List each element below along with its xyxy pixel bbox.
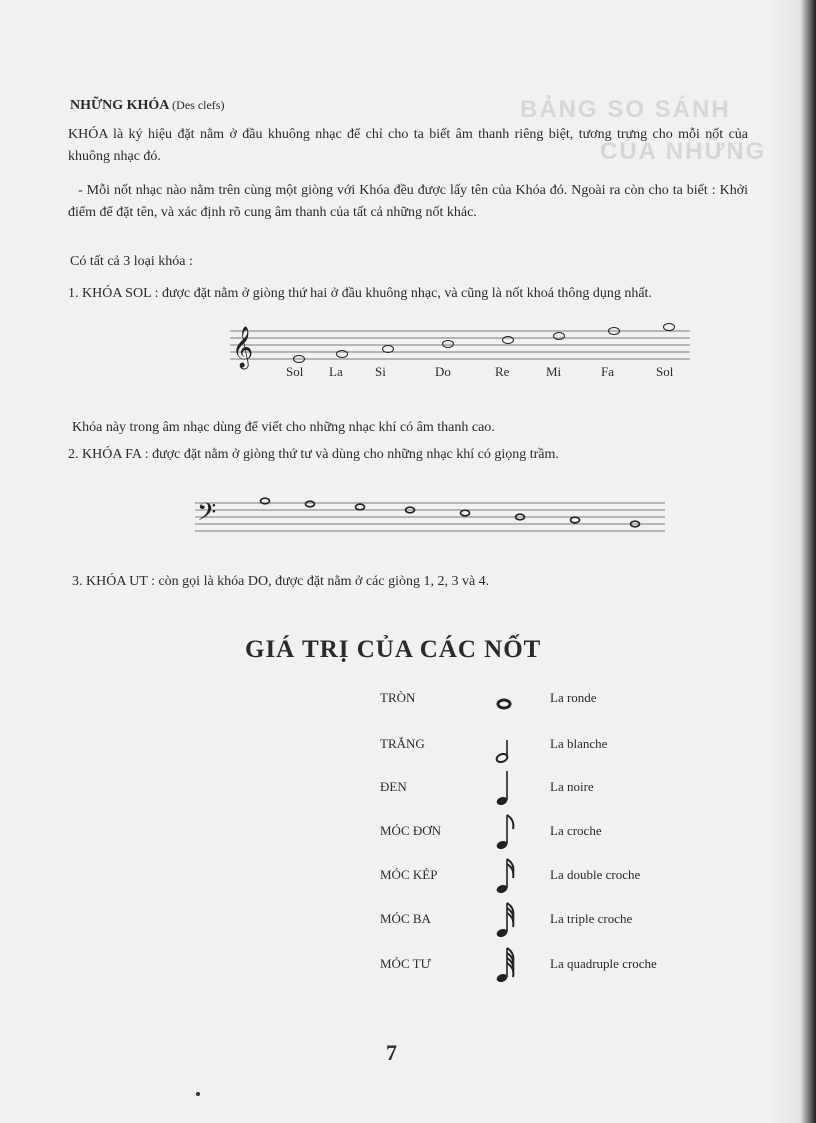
bleed-through-heading-2: CỦA NHỮNG — [600, 138, 767, 165]
treble-note-label: Re — [495, 364, 510, 379]
note-eighth-icon — [492, 809, 522, 857]
treble-note-label: Mi — [546, 364, 562, 379]
treble-note-head — [502, 336, 514, 344]
treble-note-head — [336, 350, 348, 358]
note-value-french-name: La croche — [550, 823, 602, 838]
note-value-french-name: La noire — [550, 779, 594, 794]
bass-note-head — [461, 510, 470, 516]
clefs-heading-title: NHỮNG KHÓA — [70, 98, 169, 113]
note-value-french-name: La blanche — [550, 736, 608, 751]
note-value-name: MÓC TƯ — [380, 956, 431, 971]
bass-note-head — [306, 501, 315, 507]
note-value-name: ĐEN — [380, 779, 407, 794]
treble-note-head — [553, 332, 565, 340]
note-quarter-icon — [492, 765, 522, 813]
bass-note-head — [571, 517, 580, 523]
paragraph-treble-use: Khóa này trong âm nhạc dùng để viết cho những nhạc khí có âm thanh cao. — [72, 420, 495, 435]
note-values-title: GIÁ TRỊ CỦA CÁC NỐT — [245, 636, 542, 663]
note-value-french-name: La quadruple croche — [550, 956, 657, 971]
note-whole-icon — [492, 676, 522, 724]
treble-note-head — [608, 327, 620, 335]
note-value-name: MÓC BA — [380, 911, 431, 926]
paragraph-clef-count: Có tất cả 3 loại khóa : — [70, 254, 193, 269]
treble-note-head — [293, 355, 305, 363]
bass-clef-staff — [195, 495, 675, 545]
treble-note-label: La — [329, 364, 343, 379]
note-thirtysecond-icon — [492, 897, 522, 945]
note-value-french-name: La ronde — [550, 690, 597, 705]
note-value-french-name: La triple croche — [550, 911, 633, 926]
note-sixtyfourth-icon — [492, 942, 522, 990]
page-number: 7 — [386, 1040, 397, 1065]
page-edge — [800, 0, 816, 1123]
bass-clef-icon: 𝄢 — [197, 498, 217, 533]
note-value-name: TRẮNG — [380, 736, 425, 751]
paragraph-treble-clef: 1. KHÓA SOL : được đặt nằm ở giòng thứ hai ở đầu khuông nhạc, và cũng là nốt khoá thông dụng nhất. — [68, 286, 652, 301]
paragraph-clef-definition: KHÓA là ký hiệu đặt nằm ở đầu khuông nhạc để chỉ cho ta biết âm thanh riêng biệt, tương trưng cho mỗi nốt của khuông nhạc đó. — [68, 127, 748, 164]
note-value-name: MÓC KÉP — [380, 867, 438, 882]
treble-note-label: Si — [375, 364, 386, 379]
note-value-name: TRÒN — [380, 690, 416, 705]
clefs-heading-subtitle: (Des clefs) — [172, 98, 225, 112]
treble-note-head — [382, 345, 394, 353]
note-half-icon — [492, 722, 522, 770]
paragraph-clef-naming: - Mỗi nốt nhạc nào nằm trên cùng một giòng với Khóa đều được lấy tên của Khóa đó. Ngoài ra còn cho ta biết : Khởi điểm để đặt tên, và xác định rõ cung âm thanh của tất cả những nốt khác. — [68, 183, 748, 220]
bass-note-head — [356, 504, 365, 510]
treble-note-label: Fa — [601, 364, 614, 379]
scan-speck — [196, 1092, 200, 1096]
treble-note-head — [442, 340, 454, 348]
binding-shadow — [770, 0, 800, 1123]
note-value-name: MÓC ĐƠN — [380, 823, 442, 838]
paragraph-ut-clef: 3. KHÓA UT : còn gọi là khóa DO, được đặt nằm ở các giòng 1, 2, 3 và 4. — [72, 574, 490, 589]
paragraph-bass-clef: 2. KHÓA FA : được đặt nằm ở giòng thứ tư và dùng cho những nhạc khí có giọng trầm. — [68, 447, 559, 462]
note-sixteenth-icon — [492, 853, 522, 901]
treble-clef-icon: 𝄞 — [232, 327, 254, 368]
treble-note-label: Sol — [286, 364, 304, 379]
bleed-through-heading: BẢNG SO SÁNH — [520, 96, 731, 123]
treble-note-label: Do — [435, 364, 451, 379]
note-value-french-name: La double croche — [550, 867, 641, 882]
clefs-heading — [70, 98, 224, 114]
treble-note-head — [663, 323, 675, 331]
treble-note-label: Sol — [656, 364, 674, 379]
